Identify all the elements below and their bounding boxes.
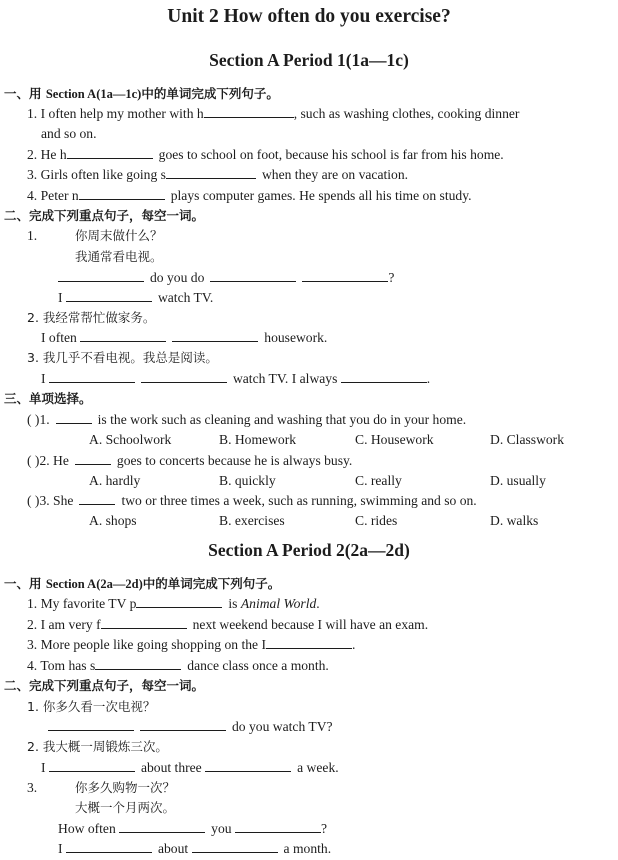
- answer-blank[interactable]: [302, 268, 388, 282]
- answer-blank[interactable]: [58, 268, 144, 282]
- p2-q2: 2. I am very f next weekend because I will have an exam.: [27, 617, 429, 632]
- p2-p2-q2-cn: 2. 我大概一周锻炼三次。: [27, 739, 168, 754]
- option-a[interactable]: A. shops: [89, 513, 137, 528]
- p2-p2-q3-en1: How often you ?: [58, 821, 328, 836]
- answer-blank[interactable]: [48, 717, 134, 731]
- unit-title: Unit 2 How often do you exercise?: [167, 6, 451, 27]
- answer-blank[interactable]: [136, 594, 222, 608]
- answer-blank[interactable]: [266, 635, 352, 649]
- p2-p2-q2-en: I about three a week.: [41, 760, 339, 775]
- p2-part1-heading: 一、用 Section A(2a—2d)中的单词完成下列句子。: [4, 576, 281, 591]
- option-a[interactable]: A. Schoolwork: [89, 432, 172, 447]
- option-d[interactable]: D. walks: [490, 513, 539, 528]
- option-b[interactable]: B. Homework: [219, 432, 297, 447]
- p1-mc-q1-options: [0, 430, 618, 450]
- answer-blank[interactable]: [141, 369, 227, 383]
- p2-p2-q3-en2: I about a month.: [58, 841, 332, 856]
- p1-q1: 1. I often help my mother with h , such as washing clothes, cooking dinner: [27, 106, 520, 121]
- p2-part2-heading: 二、完成下列重点句子，每空一词。: [4, 678, 205, 693]
- answer-blank[interactable]: [66, 839, 152, 853]
- answer-blank[interactable]: [205, 758, 291, 772]
- p2-p2-q1-en: do you watch TV?: [48, 717, 333, 737]
- p1-part1-heading: 一、用 Section A(1a—1c)中的单词完成下列句子。: [4, 86, 279, 101]
- answer-blank[interactable]: [166, 165, 256, 179]
- p1-p2-q2-en: I often housework.: [41, 330, 328, 345]
- answer-blank[interactable]: [119, 819, 205, 833]
- answer-blank[interactable]: [56, 410, 92, 424]
- p1-q2: 2. He h goes to school on foot, because his school is far from his home.: [27, 147, 504, 162]
- answer-blank[interactable]: [80, 328, 166, 342]
- answer-blank[interactable]: [204, 104, 294, 118]
- p2-p2-q3-cn1: 你多久购物一次？: [75, 780, 176, 795]
- option-d[interactable]: D. Classwork: [490, 432, 565, 447]
- p2-p2-q3-num: 3.: [27, 780, 38, 795]
- p2-q3: 3. More people like going shopping on the I .: [27, 637, 356, 652]
- option-c[interactable]: C. rides: [355, 513, 398, 528]
- p1-mc-q2: ( )2. He goes to concerts because he is always busy.: [27, 453, 353, 468]
- p2-p2-q3-cn2: 大概一个月两次。: [75, 800, 176, 815]
- p1-mc-q3: ( )3. She two or three times a week, such as running, swimming and so on.: [27, 493, 477, 508]
- option-b[interactable]: B. exercises: [219, 513, 285, 528]
- answer-blank[interactable]: [49, 758, 135, 772]
- p1-p2-q1-num: 1.: [27, 228, 38, 243]
- option-c[interactable]: C. Housework: [355, 432, 434, 447]
- answer-blank[interactable]: [140, 717, 226, 731]
- answer-blank[interactable]: [49, 369, 135, 383]
- p2-q1: 1. My favorite TV p is Animal World.: [27, 596, 320, 611]
- period2-heading: Section A Period 2(2a—2d): [208, 540, 410, 560]
- answer-blank[interactable]: [66, 288, 152, 302]
- p1-p2-q2-cn: 2. 我经常帮忙做家务。: [27, 310, 156, 325]
- p1-q3: 3. Girls often like going s when they are on vacation.: [27, 167, 409, 182]
- p1-q1-cont: and so on.: [41, 126, 97, 141]
- answer-blank[interactable]: [235, 819, 321, 833]
- p1-mc-q2-options: [0, 471, 618, 491]
- p1-mc-q1: ( )1. is the work such as cleaning and washing that you do in your home.: [27, 412, 467, 427]
- p1-p2-q1-cn2: 我通常看电视。: [75, 249, 163, 264]
- answer-blank[interactable]: [79, 491, 115, 505]
- answer-blank[interactable]: [95, 656, 181, 670]
- p1-part2-heading: 二、完成下列重点句子，每空一词。: [4, 208, 205, 223]
- option-a[interactable]: A. hardly: [89, 473, 141, 488]
- option-c[interactable]: C. really: [355, 473, 402, 488]
- p1-part3-heading: 三、单项选择。: [4, 391, 92, 406]
- answer-blank[interactable]: [101, 615, 187, 629]
- p2-q4: 4. Tom has s dance class once a month.: [27, 658, 329, 673]
- option-b[interactable]: B. quickly: [219, 473, 276, 488]
- p1-p2-q1-cn1: 你周末做什么？: [75, 228, 163, 243]
- p1-p2-q3-cn: 3. 我几乎不看电视。我总是阅读。: [27, 350, 218, 365]
- answer-blank[interactable]: [210, 268, 296, 282]
- answer-blank[interactable]: [75, 451, 111, 465]
- answer-blank[interactable]: [67, 145, 153, 159]
- p1-mc-q3-options: [0, 511, 618, 531]
- p1-q4: 4. Peter n plays computer games. He spends all his time on study.: [27, 188, 472, 203]
- answer-blank[interactable]: [341, 369, 427, 383]
- p1-p2-q3-en: I watch TV. I always .: [41, 371, 431, 386]
- option-d[interactable]: D. usually: [490, 473, 546, 488]
- answer-blank[interactable]: [192, 839, 278, 853]
- answer-blank[interactable]: [79, 186, 165, 200]
- answer-blank[interactable]: [172, 328, 258, 342]
- p1-p2-q1-en1: do you do ?: [58, 268, 394, 288]
- period1-heading: Section A Period 1(1a—1c): [209, 50, 409, 70]
- p1-p2-q1-en2: I watch TV.: [58, 290, 214, 305]
- p2-p2-q1-cn: 1. 你多久看一次电视？: [27, 699, 156, 714]
